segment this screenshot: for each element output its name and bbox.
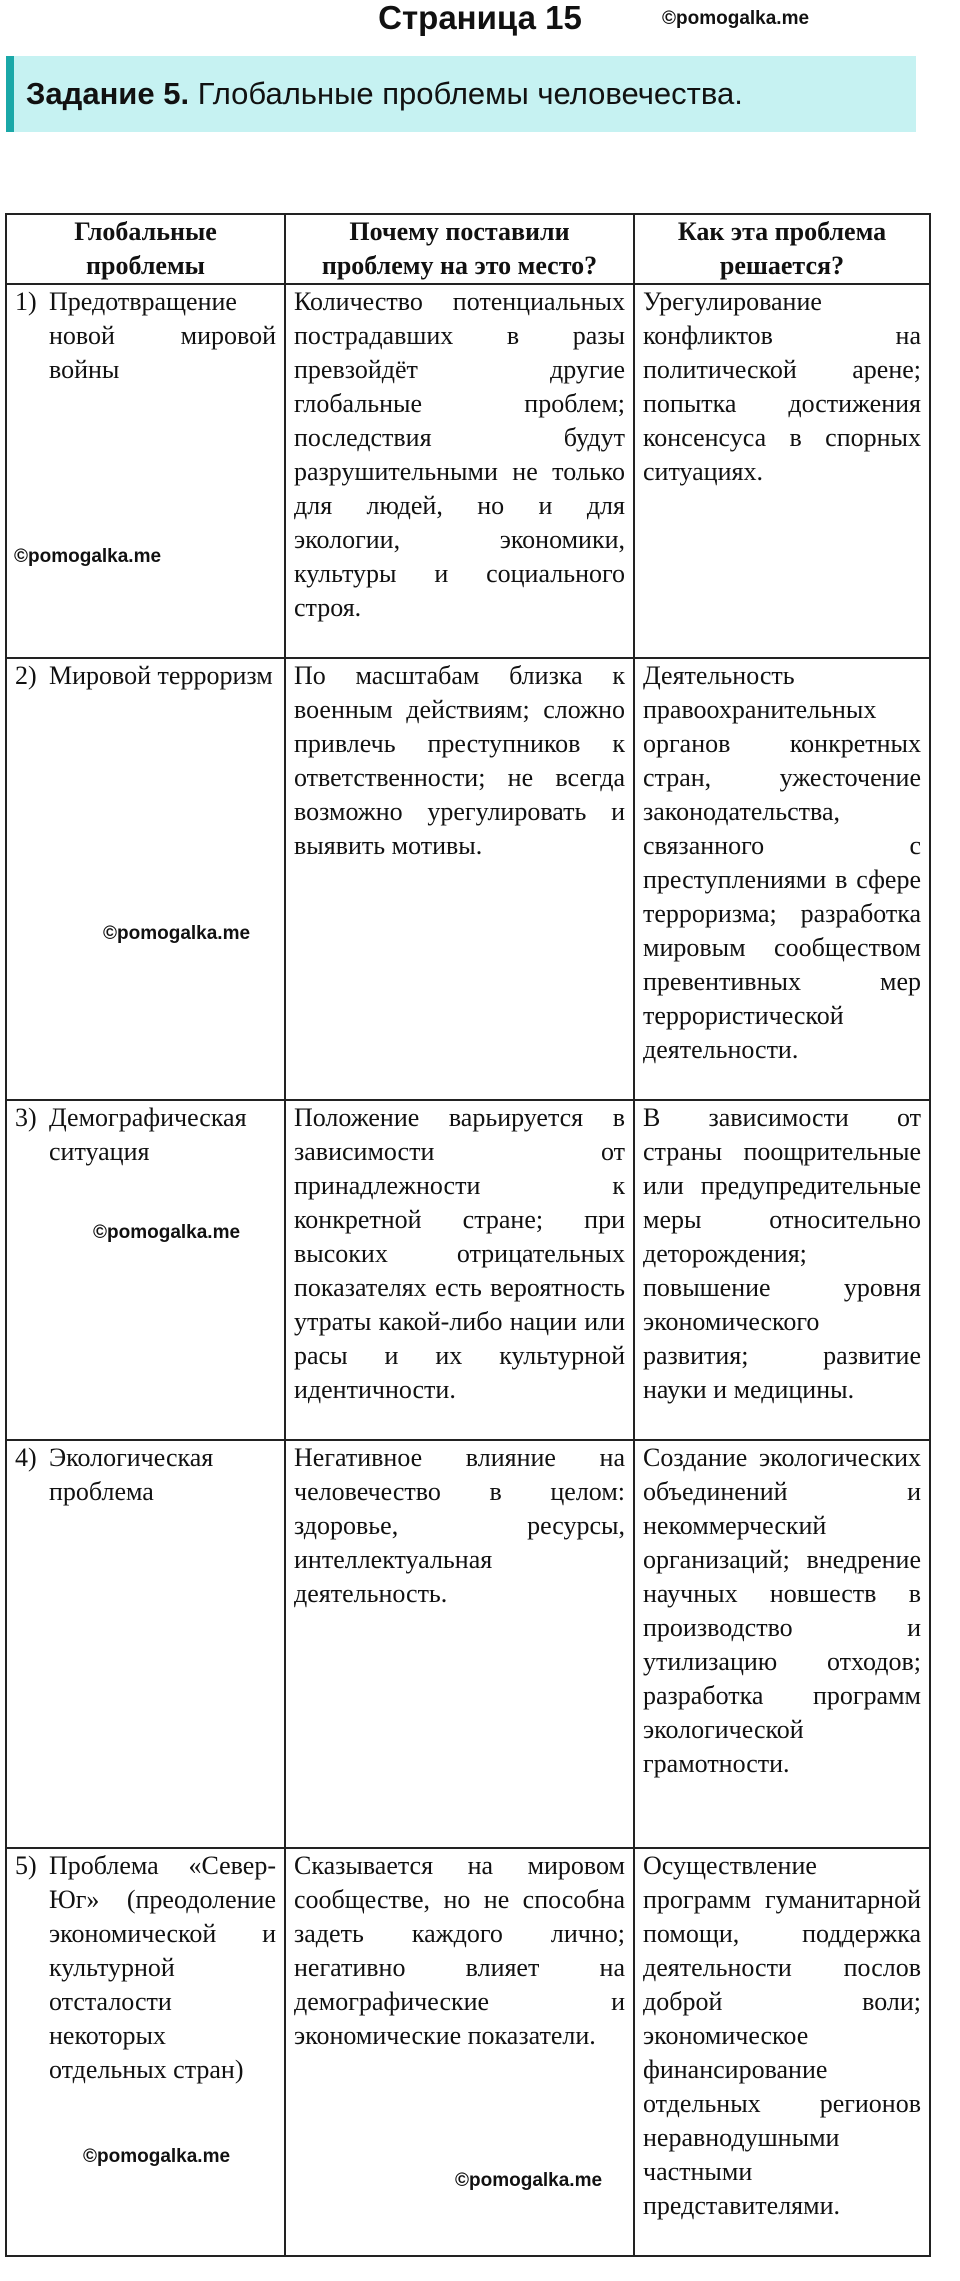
problem-name: Мировой терроризм [49,661,273,690]
watermark-row2: ©pomogalka.me [103,923,251,944]
row-number: 1) [15,287,37,316]
header-problems: Глобальные проблемы [6,214,285,284]
header-why: Почему поставили проблему на это место? [285,214,634,284]
task-label: Задание 5. [26,76,190,111]
page-title: Страница 15 [378,0,582,36]
why-cell: Количество потенциальных пострадавших в разы превзойдёт другие глобальные проблем; последствия будут разрушительными не только для людей, но и для экологии, экономики, культуры и социального строя. [285,284,634,658]
table-row [6,1440,930,1848]
row-number: 5) [15,1851,37,1880]
why-cell: По масштабам близка к военным действиям; сложно привлечь преступников к ответственности; не всегда возможно урегулировать и выявить мотивы. [285,658,634,1100]
problem-cell [6,1848,285,2256]
watermark-row1: ©pomogalka.me [14,546,162,567]
why-cell: Негативное влияние на человечество в целом: здоровье, ресурсы, интеллектуальная деятельность. [285,1440,634,1848]
task-text: Глобальные проблемы человечества. [197,76,743,111]
problem-name: Проблема «Север-Юг» (преодоление экономической и культурной отсталости некоторых отдельных стран) [49,1851,276,2084]
table-row [6,658,930,1100]
table-row [6,284,930,658]
solution-cell: Создание экологических объединений и некоммерческий организаций; внедрение научных новшеств в производство и утилизацию отходов; разработка программ экологической грамотности. [634,1440,930,1848]
task-banner [6,56,916,132]
solution-cell: Урегулирование конфликтов на политической арене; попытка достижения консенсуса в спорных ситуациях. [634,284,930,658]
row-number: 2) [15,661,37,690]
watermark-row5: ©pomogalka.me [83,2146,231,2167]
why-cell: Положение варьируется в зависимости от принадлежности к конкретной стране; при высоких отрицательных показателях есть вероятность утраты какой-либо нации или расы и их культурной идентичности. [285,1100,634,1440]
watermark-row3: ©pomogalka.me [93,1222,241,1243]
header-solution: Как эта проблема решается? [634,214,930,284]
table-row [6,1848,930,2256]
problem-cell [6,1440,285,1848]
problem-cell [6,658,285,1100]
problem-name: Экологическая проблема [49,1443,214,1506]
watermark-top: ©pomogalka.me [662,8,810,29]
row-number: 4) [15,1443,37,1472]
solution-cell: Осуществление программ гуманитарной помощи, поддержка деятельности послов доброй воли; экономическое финансирование отдельных регионов неравнодушными частными представителями. [634,1848,930,2256]
row-number: 3) [15,1103,37,1132]
problem-name: Демографическая ситуация [49,1103,247,1166]
why-cell: Сказывается на мировом сообществе, но не способна задеть каждого лично; негативно влияет на демографические и экономические показатели. [285,1848,634,2256]
problem-name: Предотвращение новой мировой войны [49,287,276,384]
table-header-row [6,214,930,284]
watermark-row5-center: ©pomogalka.me [455,2170,603,2191]
problem-cell [6,284,285,658]
table-row [6,1100,930,1440]
solution-cell: Деятельность правоохранительных органов конкретных стран, ужесточение законодательства, связанного с преступлениями в сфере терроризма; разработка мировым сообществом превентивных мер террористической деятельности. [634,658,930,1100]
problem-cell [6,1100,285,1440]
solution-cell: В зависимости от страны поощрительные или предупредительные меры относительно деторождения; повышение уровня экономического развития; развитие науки и медицины. [634,1100,930,1440]
